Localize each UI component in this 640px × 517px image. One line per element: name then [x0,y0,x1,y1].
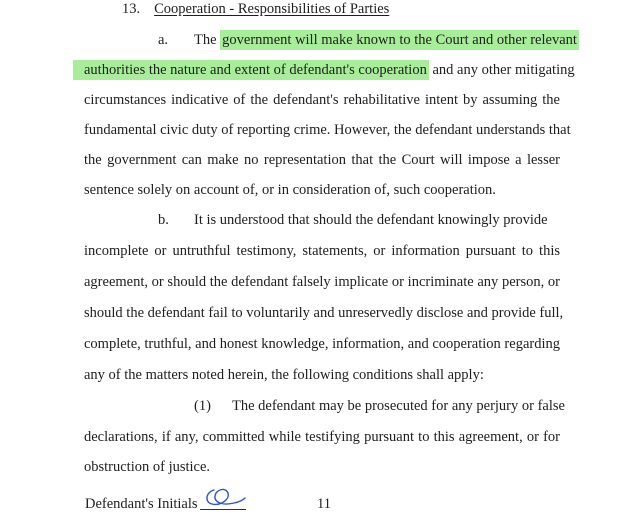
para-b-line-1 [158,211,560,229]
section-number: 13. [122,1,141,17]
para-b-line-4: should the defendant fail to voluntarily and unreservedly disclose and provide full, [84,305,564,321]
para-b-line-5: complete, truthful, and honest knowledge, information, and cooperation regarding [84,336,560,352]
highlighted-text-1: government will make known to the Court and other relevant [222,32,577,48]
para-a-line-4: fundamental civic duty of reporting crime. However, the defendant understands that [84,122,571,138]
para-a-line-1 [158,31,579,49]
para-1-line-1 [194,397,565,415]
initials-signature [200,484,248,512]
section-title: Cooperation - Responsibilities of Parties [154,1,390,17]
para-a-line-3: circumstances indicative of the defendant's rehabilitative intent by assuming the [84,92,560,108]
para-1-line-3: obstruction of justice. [84,459,211,475]
para-a-marker: a. [158,32,169,48]
initials-line [200,509,246,510]
para-1-line-2: declarations, if any, committed while testifying pursuant to this agreement, or for [84,429,560,445]
para-a-line-1-pre: The [194,32,221,48]
para-b-line-3: agreement, or should the defendant falsely implicate or incriminate any person, or [84,274,560,290]
para-b-line-6: any of the matters noted herein, the following conditions shall apply: [84,367,484,383]
initials-label: Defendant's Initials [85,496,198,512]
para-a-line-6: sentence solely on account of, or in consideration of, such cooperation. [84,182,496,198]
para-b-marker: b. [158,212,169,228]
para-a-line-2 [73,61,575,79]
section-heading [122,0,389,18]
highlighted-text-2: authorities the nature and extent of defendant's cooperation [73,60,429,80]
para-b-line-1-text: It is understood that should the defendant knowingly provide [194,212,548,228]
para-1-marker: (1) [194,398,211,414]
para-b-line-2: incomplete or untruthful testimony, statements, or information pursuant to this [84,243,560,259]
para-1-line-1-text: The defendant may be prosecuted for any perjury or false [232,398,565,414]
para-a-line-2-post: and any other mitigating [428,62,575,78]
page-number: 11 [317,496,331,512]
para-a-line-5: the government can make no representation that the Court will impose a lesser [84,152,560,168]
